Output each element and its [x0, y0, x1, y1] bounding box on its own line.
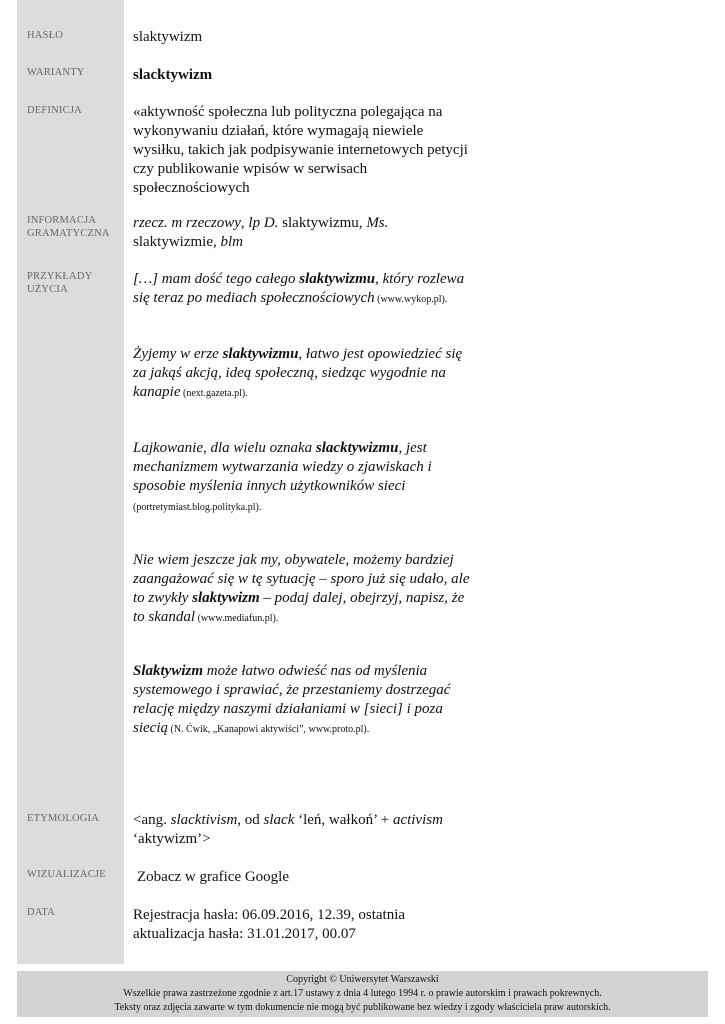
example-text: może łatwo odwieść nas od myślenia systemowego i sprawiać, że przestaniemy dostrzegać relację między naszymi działaniami w [sieci] i poza siecią	[133, 663, 451, 736]
variant: slacktywizm	[133, 67, 213, 83]
example-source: (N. Ćwik, „Kanapowi aktywiści”, www.proto.pl)	[168, 724, 367, 735]
example-text: , łatwo jest opowiedzieć się za jakąś akcją, ideą społeczną, siedząc wygodnie na kanapie	[133, 346, 463, 400]
example-1	[133, 270, 473, 309]
etym-text: ‘aktywizm’>	[133, 831, 211, 847]
example-text: Lajkowanie, dla wielu oznaka	[133, 440, 316, 456]
example-source: (portretymiast.blog.polityka.pl)	[133, 502, 259, 513]
grammar-pos: rzecz. m rzeczowy	[133, 215, 241, 231]
grammar-loc-label: Ms.	[366, 215, 389, 231]
footer	[17, 971, 708, 1017]
example-text: , jest mechanizmem wytwarzania wiedzy o zjawiskach i sposobie myślenia innych użytkowników sieci	[133, 440, 432, 494]
etym-activism: activism	[392, 812, 443, 828]
rights-notice: Wszelkie prawa zastrzeżone zgodnie z art.17 ustawy z dnia 4 lutego 1994 r. o prawie autorskim i prawach pokrewnych.	[123, 988, 602, 999]
etym-source-word: slacktivism	[170, 812, 238, 828]
label-przyklady-line1: PRZYKŁADY	[27, 271, 93, 282]
example-text: – podaj dalej, obejrzyj, napisz, że to skandal	[133, 590, 465, 625]
etym-slack: slack	[263, 812, 295, 828]
example-keyword: slaktywizmu	[299, 271, 376, 287]
etymology	[133, 811, 473, 849]
grammar-blm: blm	[220, 234, 243, 250]
example-end: .	[366, 724, 370, 735]
label-warianty: WARIANTY	[27, 67, 85, 78]
label-informacja-line2: GRAMATYCZNA	[27, 228, 110, 239]
label-etymologia: ETYMOLOGIA	[27, 813, 99, 824]
example-source: (www.wykop.pl)	[374, 294, 445, 305]
copyright: Copyright © Uniwersytet Warszawski	[286, 974, 439, 985]
etym-text: <ang.	[133, 812, 171, 828]
grammar-gen: slaktywizmu,	[278, 215, 367, 231]
etym-text: ‘leń, wałkoń’ +	[294, 812, 393, 828]
example-text: […] mam dość tego całego	[133, 271, 300, 287]
grammar-gen-label: lp D.	[248, 215, 279, 231]
example-end: .	[275, 613, 279, 624]
example-5	[133, 662, 473, 739]
label-przyklady-uzycia	[27, 270, 122, 296]
example-keyword: slacktywizmu	[315, 440, 399, 456]
example-keyword: slaktywizmu	[222, 346, 299, 362]
example-4	[133, 551, 473, 628]
example-source: (www.mediafun.pl)	[195, 613, 276, 624]
example-keyword: slaktywizm	[192, 590, 260, 606]
dates	[133, 906, 473, 944]
example-keyword: Slaktywizm	[133, 663, 204, 679]
update-date: aktualizacja hasła: 31.01.2017, 00.07	[133, 926, 356, 942]
label-informacja-gramatyczna	[27, 214, 122, 240]
usage-notice: Teksty oraz zdjęcia zawarte w tym dokumencie nie mogą być publikowane bez wiedzy i zgody właściciela praw autorskich.	[114, 1002, 611, 1013]
example-text: , który rozlewa się teraz po mediach społecznościowych	[133, 271, 465, 306]
label-wizualizacje: WIZUALIZACJE	[27, 869, 106, 880]
example-text: Żyjemy w erze	[133, 346, 223, 362]
label-informacja-line1: INFORMACJA	[27, 215, 97, 226]
example-text: Nie wiem jeszcze jak my, obywatele, możemy bardziej zaangażować się w tę sytuację – sporo już się udało, ale to zwykły	[133, 552, 470, 606]
label-data: DATA	[27, 907, 55, 918]
etym-text: , od	[237, 812, 264, 828]
label-haslo: HASŁO	[27, 30, 64, 41]
google-images-link[interactable]: Zobacz w grafice Google	[137, 869, 290, 885]
definition: «aktywność społeczna lub polityczna polegająca na wykonywaniu działań, które wymagają niewiele wysiłku, takich jak podpisywanie internetowych petycji czy publikowanie wpisów w serwisach społecznościowych	[133, 104, 468, 196]
example-end: .	[444, 294, 448, 305]
example-end: .	[258, 502, 262, 513]
headword: slaktywizm	[133, 29, 203, 45]
example-3	[133, 439, 473, 517]
example-end: .	[245, 388, 248, 399]
grammar-loc: slaktywizmie,	[133, 234, 221, 250]
grammar-info	[133, 214, 473, 252]
label-definicja: DEFINICJA	[27, 105, 82, 116]
grammar-sep: ,	[240, 215, 249, 231]
registration-date: Rejestracja hasła: 06.09.2016, 12.39, ostatnia	[133, 907, 406, 923]
example-source: (next.gazeta.pl)	[180, 388, 246, 399]
label-przyklady-line2: UŻYCIA	[27, 284, 68, 295]
example-2	[133, 345, 473, 403]
